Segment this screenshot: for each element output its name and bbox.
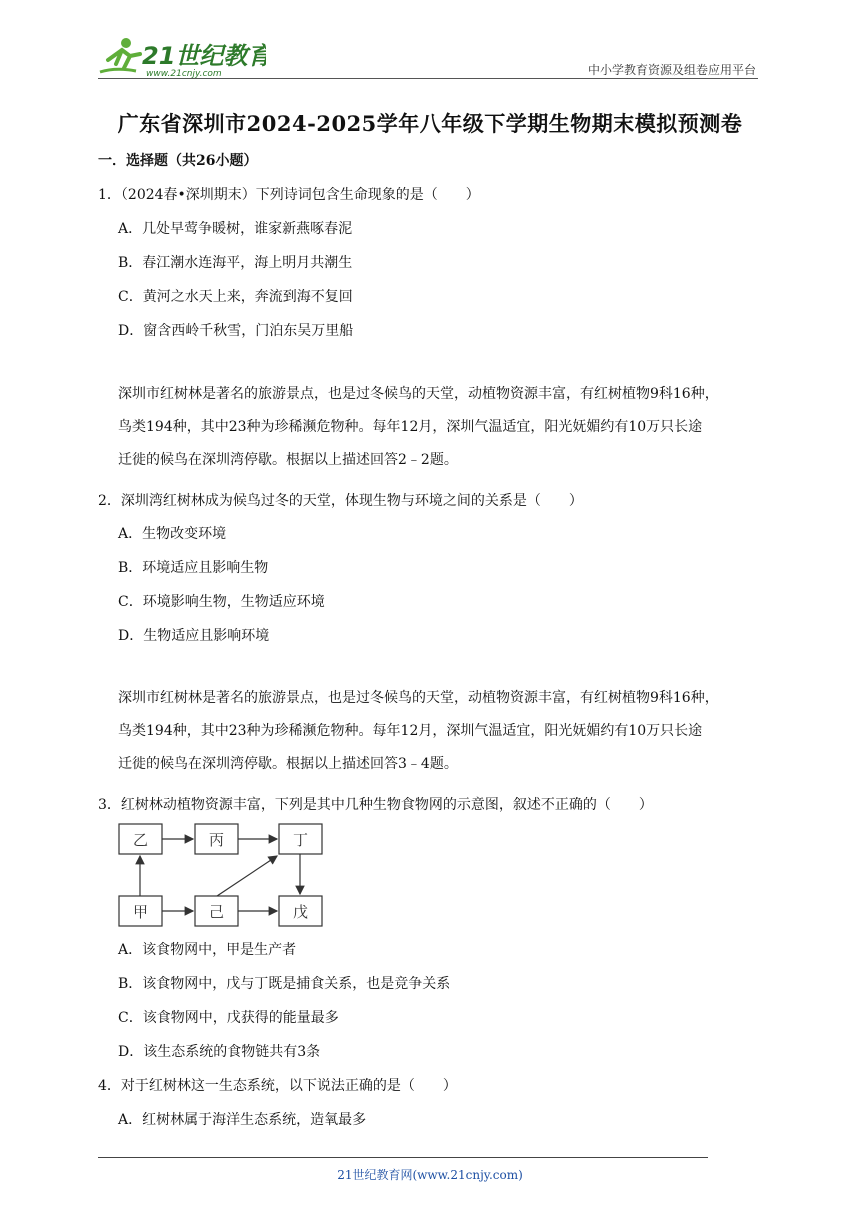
page-title: 广东省深圳市2024-2025学年八年级下学期生物期末模拟预测卷 bbox=[117, 111, 743, 136]
question-4-stem: 4．对于红树林这一生态系统，以下说法正确的是（ ） bbox=[98, 1078, 457, 1094]
q2-option-d: D．生物适应且影响环境 bbox=[118, 628, 270, 644]
question-3-stem: 3．红树林动植物资源丰富，下列是其中几种生物食物网的示意图，叙述不正确的（ ） bbox=[98, 797, 653, 813]
node-ji: 己 bbox=[208, 903, 225, 921]
node-ding: 丁 bbox=[292, 831, 309, 849]
arrow-ji-ding bbox=[217, 856, 277, 896]
q2-option-b: B．环境适应且影响生物 bbox=[118, 560, 269, 576]
food-web-diagram bbox=[113, 818, 333, 937]
passage-1-line: 鸟类194种，其中23种为珍稀濒危物种。每年12月，深圳气温适宜，阳光妩媚约有10万只长途 bbox=[118, 419, 703, 435]
q3-option-a: A．该食物网中，甲是生产者 bbox=[118, 942, 297, 958]
q3-option-d: D．该生态系统的食物链共有3条 bbox=[118, 1044, 321, 1060]
site-logo bbox=[96, 34, 266, 78]
footer-divider bbox=[98, 1157, 708, 1158]
q3-option-b: B．该食物网中，戊与丁既是捕食关系，也是竞争关系 bbox=[118, 976, 451, 992]
footer-link[interactable]: 21世纪教育网(www.21cnjy.com) bbox=[337, 1168, 523, 1182]
passage-2 bbox=[118, 682, 768, 781]
platform-name: 中小学教育资源及组卷应用平台 bbox=[587, 63, 756, 77]
q2-option-a: A．生物改变环境 bbox=[118, 526, 227, 542]
passage-2-line: 深圳市红树林是著名的旅游景点，也是过冬候鸟的天堂，动植物资源丰富，有红树植物9科16种， bbox=[118, 690, 719, 706]
section-heading: 一．选择题（共26小题） bbox=[98, 153, 258, 169]
passage-1-line: 深圳市红树林是著名的旅游景点，也是过冬候鸟的天堂，动植物资源丰富，有红树植物9科16种， bbox=[118, 386, 719, 402]
q1-option-c: C．黄河之水天上来，奔流到海不复回 bbox=[118, 289, 353, 305]
passage-1 bbox=[118, 378, 768, 477]
logo-text: 21世纪教育 bbox=[142, 42, 266, 70]
node-jia: 甲 bbox=[132, 903, 149, 921]
logo-url: www.21cnjy.com bbox=[146, 69, 222, 78]
q3-option-c: C．该食物网中，戊获得的能量最多 bbox=[118, 1010, 339, 1026]
q1-option-b: B．春江潮水连海平，海上明月共潮生 bbox=[118, 255, 353, 271]
q1-option-a: A．几处早莺争暖树，谁家新燕啄春泥 bbox=[118, 221, 353, 237]
question-1-stem: 1．（2024春•深圳期末）下列诗词包含生命现象的是（ ） bbox=[98, 187, 480, 203]
header-divider bbox=[98, 78, 758, 79]
passage-2-line: 迁徙的候鸟在深圳湾停歇。根据以上描述回答3﹣4题。 bbox=[118, 756, 458, 772]
node-bing: 丙 bbox=[208, 831, 225, 849]
q1-option-d: D．窗含西岭千秋雪，门泊东吴万里船 bbox=[118, 323, 354, 339]
q4-option-a: A．红树林属于海洋生态系统，造氧最多 bbox=[118, 1112, 367, 1128]
q2-option-c: C．环境影响生物，生物适应环境 bbox=[118, 594, 325, 610]
question-2-stem: 2．深圳湾红树林成为候鸟过冬的天堂，体现生物与环境之间的关系是（ ） bbox=[98, 493, 583, 509]
passage-2-line: 鸟类194种，其中23种为珍稀濒危物种。每年12月，深圳气温适宜，阳光妩媚约有10万只长途 bbox=[118, 723, 703, 739]
node-wu: 戊 bbox=[292, 903, 309, 921]
runner-icon bbox=[96, 34, 266, 78]
passage-1-line: 迁徙的候鸟在深圳湾停歇。根据以上描述回答2﹣2题。 bbox=[118, 452, 458, 468]
node-yi: 乙 bbox=[132, 831, 149, 849]
